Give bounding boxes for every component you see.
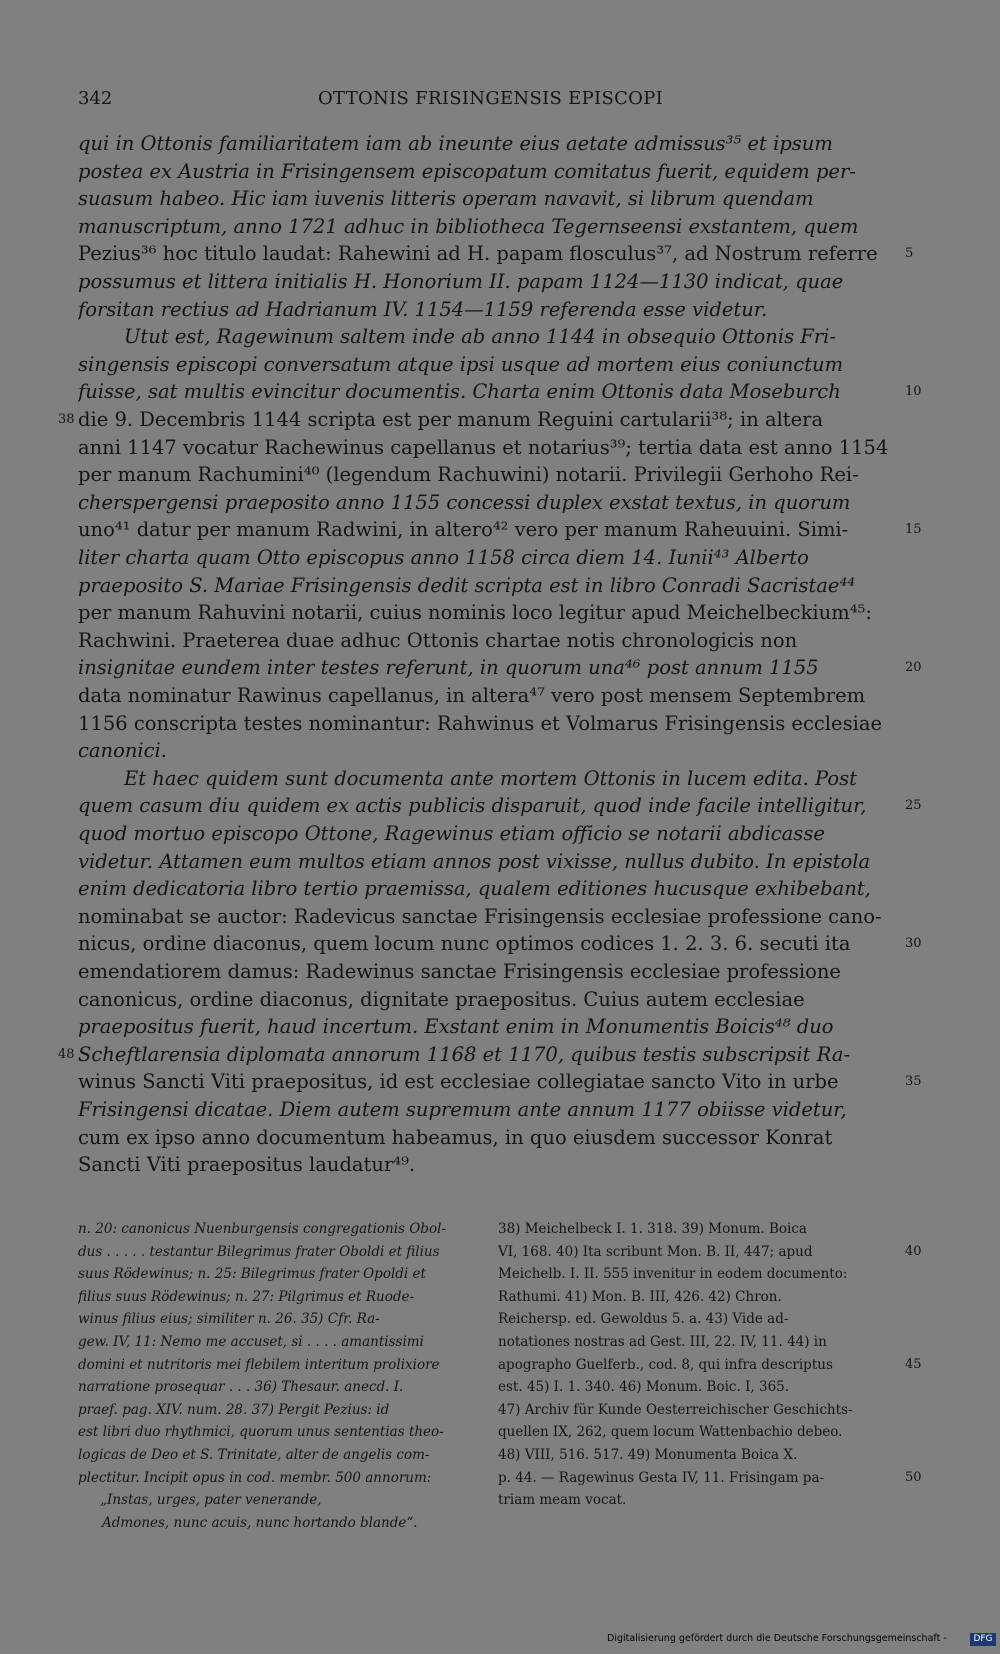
text-line: per manum Rahuvini notarii, cuius nominis loco legitur apud Meichelbeckium⁴⁵: xyxy=(78,601,872,625)
footnotes xyxy=(78,1218,898,1548)
text-line: Sancti Viti praepositus laudatur⁴⁹. xyxy=(78,1153,416,1177)
text-line: liter charta quam Otto episcopus anno 1158 circa diem 14. Iunii⁴³ Alberto xyxy=(78,546,809,569)
footnote-line: praef. pag. XIV. num. 28. 37) Pergit Pezius: id xyxy=(78,1401,390,1418)
footnote-line: Reichersp. ed. Gewoldus 5. a. 43) Vide ad- xyxy=(498,1311,789,1328)
main-text xyxy=(78,130,898,1220)
footnote-line: est. 45) I. 1. 340. 46) Monum. Boic. I, 365. xyxy=(498,1379,790,1396)
footnote-line: narratione prosequar . . . 36) Thesaur. anecd. I. xyxy=(78,1379,404,1396)
footnote-verse-line: „Instas, urges, pater venerande, xyxy=(100,1492,322,1509)
text-line: die 9. Decembris 1144 scripta est per manum Reguini cartularii³⁸; in altera xyxy=(78,408,824,431)
text-line: canonicus, ordine diaconus, dignitate praepositus. Cuius autem ecclesiae xyxy=(78,987,805,1011)
line-number: 5 xyxy=(905,246,914,262)
footnote-line: plectitur. Incipit opus in cod. membr. 500 annorum: xyxy=(78,1469,432,1486)
line-number: 15 xyxy=(905,522,922,538)
text-line: postea ex Austria in Frisingensem episcopatum comitatus fuerit, equidem per- xyxy=(78,159,856,183)
text-line: winus Sancti Viti praepositus, id est ecclesiae collegiatae sancto Vito in urbe xyxy=(78,1070,839,1094)
text-line: per manum Rachumini⁴⁰ (legendum Rachuwini) notarii. Privilegii Gerhoho Rei- xyxy=(78,463,859,487)
footnote-line: logicas de Deo et S. Trinitate, alter de angelis com- xyxy=(78,1446,430,1463)
text-line: Et haec quidem sunt documenta ante mortem Ottonis in lucem edita. Post xyxy=(124,766,857,790)
text-line: anni 1147 vocatur Rachewinus capellanus et notarius³⁹; tertia data est anno 1154 xyxy=(78,435,889,459)
footnote-line: n. 20: canonicus Nuenburgensis congregationis Obol- xyxy=(78,1221,446,1237)
footnote-line: est libri duo rhythmici, quorum unus sententias theo- xyxy=(78,1424,444,1441)
digitization-credit: Digitalisierung gefördert durch die Deutsche Forschungsgemeinschaft - xyxy=(607,1633,947,1644)
footnote-line: notationes nostras ad Gest. III, 22. IV, 11. 44) in xyxy=(498,1333,827,1350)
footnote-line-number: 50 xyxy=(905,1469,922,1485)
line-number: 20 xyxy=(905,660,922,676)
footnote-line: Meichelb. I. II. 555 invenitur in eodem documento: xyxy=(498,1266,848,1283)
footnote-line: 47) Archiv für Kunde Oesterreichischer Geschichts- xyxy=(498,1401,853,1418)
text-line: data nominatur Rawinus capellanus, in altera⁴⁷ vero post mensem Septembrem xyxy=(78,684,866,707)
text-line: praepositus fuerit, haud incertum. Exstant enim in Monumentis Boicis⁴⁸ duo xyxy=(78,1015,834,1039)
text-line: Scheftlarensia diplomata annorum 1168 et 1170, quibus testis subscripsit Ra- xyxy=(78,1042,851,1066)
text-line: canonici. xyxy=(78,739,167,763)
line-number: 35 xyxy=(905,1074,922,1090)
text-line: Utut est, Ragewinum saltem inde ab anno 1144 in obsequio Ottonis Fri- xyxy=(124,325,836,349)
running-head: OTTONIS FRISINGENSIS EPISCOPI xyxy=(318,88,664,109)
footnote-line: 48) VIII, 516. 517. 49) Monumenta Boica X. xyxy=(498,1446,798,1463)
text-line: quem casum diu quidem ex actis publicis disparuit, quod inde facile intelligitur, xyxy=(78,794,867,818)
text-line: nicus, ordine diaconus, quem locum nunc optimos codices 1. 2. 3. 6. secuti ita xyxy=(78,932,851,956)
footnotes-right-column xyxy=(498,1218,898,1512)
footnote-line: VI, 168. 40) Ita scribunt Mon. B. II, 447; apud xyxy=(498,1243,813,1260)
footnote-line: quellen IX, 262, quem locum Wattenbachio debeo. xyxy=(498,1424,843,1441)
footnote-line: Rathumi. 41) Mon. B. III, 426. 42) Chron. xyxy=(498,1288,782,1305)
footnote-line: winus filius eius; similiter n. 26. 35) Cfr. Ra- xyxy=(78,1311,380,1328)
text-line: cum ex ipso anno documentum habeamus, in quo eiusdem successor Konrat xyxy=(78,1125,833,1149)
text-line: cherspergensi praeposito anno 1155 concessi duplex exstat textus, in quorum xyxy=(78,490,851,514)
footnote-line: p. 44. — Ragewinus Gesta IV, 11. Frisingam pa- xyxy=(498,1469,825,1486)
footnote-line-number: 40 xyxy=(905,1243,922,1259)
text-line: singensis episcopi conversatum atque ipsi usque ad mortem eius coniunctum xyxy=(78,352,844,376)
text-line: possumus et littera initialis H. Honorium II. papam 1124—1130 indicat, quae xyxy=(78,270,844,293)
page-header xyxy=(78,88,898,116)
text-line: emendatiorem damus: Radewinus sanctae Frisingensis ecclesiae professione xyxy=(78,960,841,983)
text-line: Pezius³⁶ hoc titulo laudat: Rahewini ad H. papam flosculus³⁷, ad Nostrum referre xyxy=(78,242,878,266)
footnote-line-number: 45 xyxy=(905,1356,922,1372)
footnote-line: dus . . . . . testantur Bilegrimus frater Oboldi et filius xyxy=(78,1243,440,1260)
footnote-line: apographo Guelferb., cod. 8, qui infra descriptus xyxy=(498,1356,833,1373)
text-line: insignitae eundem inter testes referunt, in quorum una⁴⁶ post annum 1155 xyxy=(78,656,819,680)
text-line: suasum habeo. Hic iam iuvenis litteris operam navavit, si librum quendam xyxy=(78,187,814,211)
dfg-logo: DFG xyxy=(970,1633,996,1646)
text-line: Frisingensi dicatae. Diem autem supremum ante annum 1177 obiisse videtur, xyxy=(78,1098,847,1121)
footnote-line: filius suus Rödewinus; n. 27: Pilgrimus et Ruode- xyxy=(78,1288,415,1305)
footnote-line: gew. IV, 11: Nemo me accuset, si . . . . amantissimi xyxy=(78,1333,424,1350)
footnote-line: 38) Meichelbeck I. 1. 318. 39) Monum. Boica xyxy=(498,1221,807,1237)
text-line: qui in Ottonis familiaritatem iam ab ineunte eius aetate admissus³⁵ et ipsum xyxy=(78,132,833,155)
text-line: 1156 conscripta testes nominantur: Rahwinus et Volmarus Frisingensis ecclesiae xyxy=(78,711,882,735)
text-line: nominabat se auctor: Radevicus sanctae Frisingensis ecclesiae professione cano- xyxy=(78,904,882,928)
text-line: fuisse, sat multis evincitur documentis. Charta enim Ottonis data Moseburch xyxy=(78,380,841,404)
text-line: enim dedicatoria libro tertio praemissa, qualem editiones hucusque exhibebant, xyxy=(78,877,871,901)
text-line: videtur. Attamen eum multos etiam annos post vixisse, nullus dubito. In epistola xyxy=(78,849,871,873)
text-line: uno⁴¹ datur per manum Radwini, in altero⁴² vero per manum Raheuuini. Simi- xyxy=(78,518,849,542)
line-number: 10 xyxy=(905,384,922,400)
margin-note-number: 38 xyxy=(58,412,75,427)
footnote-line: triam meam vocat. xyxy=(498,1492,627,1509)
footnote-line: domini et nutritoris mei flebilem interitum prolixiore xyxy=(78,1356,440,1373)
line-number: 30 xyxy=(905,936,922,952)
line-number: 25 xyxy=(905,798,922,814)
text-line: Rachwini. Praeterea duae adhuc Ottonis chartae notis chronologicis non xyxy=(78,628,798,652)
footnote-verse-line: Admones, nunc acuis, nunc hortando blande“. xyxy=(102,1514,418,1531)
text-line: praeposito S. Mariae Frisingensis dedit scripta est in libro Conradi Sacristae⁴⁴ xyxy=(78,573,856,597)
footnotes-left-column xyxy=(78,1218,478,1534)
footnote-line: suus Rödewinus; n. 25: Bilegrimus frater Opoldi et xyxy=(78,1266,426,1283)
text-line: quod mortuo episcopo Ottone, Ragewinus etiam officio se notarii abdicasse xyxy=(78,822,825,845)
text-line: manuscriptum, anno 1721 adhuc in bibliotheca Tegernseensi exstantem, quem xyxy=(78,214,859,238)
margin-note-number: 48 xyxy=(58,1046,75,1062)
text-line: forsitan rectius ad Hadrianum IV. 1154—1159 referenda esse videtur. xyxy=(78,297,768,321)
page-number: 342 xyxy=(78,88,113,109)
